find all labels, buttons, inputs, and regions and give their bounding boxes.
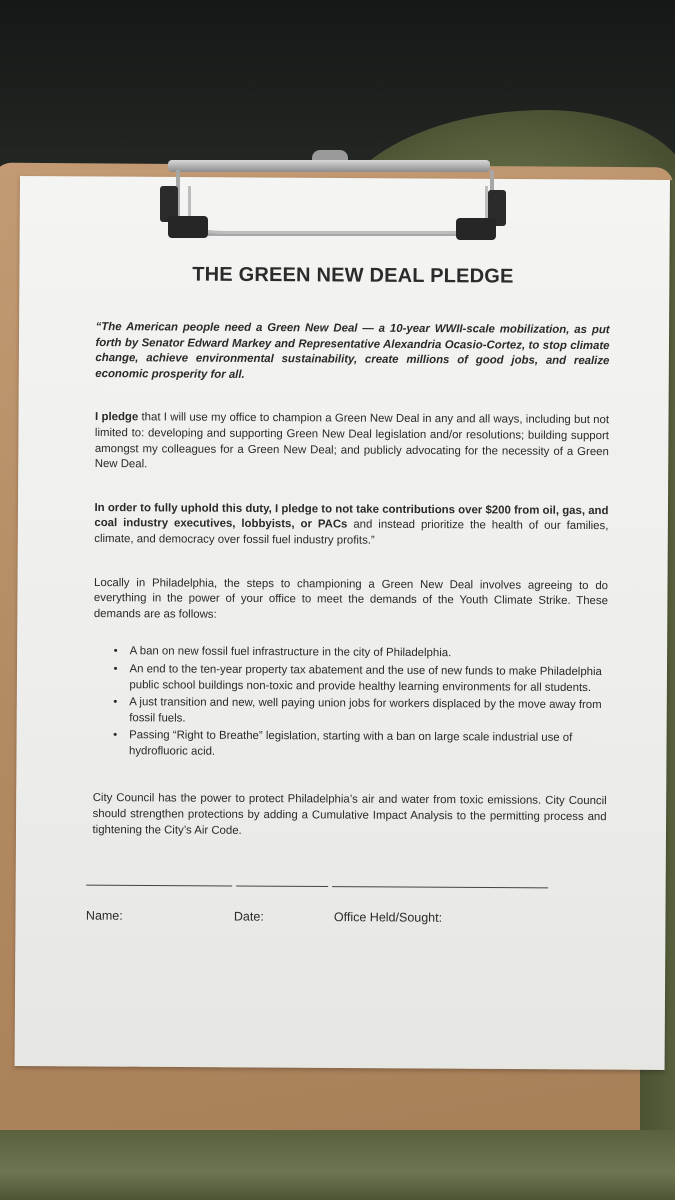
bullet: •	[113, 729, 118, 742]
document-title: THE GREEN NEW DEAL PLEDGE	[192, 263, 514, 288]
council-paragraph: City Council has the power to protect Philadelphia’s air and water from toxic emissions. City Council should strengthen protections by adding a Cumulative Impact Analysis to the permitting process and tightening the City’s Air Code.	[92, 792, 607, 837]
date-line	[236, 885, 328, 887]
bullet: •	[113, 696, 118, 709]
clip-foot-left	[168, 216, 208, 238]
signature-area	[86, 885, 556, 928]
pledge-paragraph	[95, 410, 609, 476]
name-line	[86, 885, 232, 887]
demand-text: Passing “Right to Breathe” legislation, starting with a ban on large scale industrial use of hydrofluoric acid.	[128, 729, 573, 758]
clip-foot-right	[456, 218, 496, 240]
pledge-content	[92, 262, 610, 841]
jacket-fabric-bottom	[0, 1130, 675, 1200]
demand-text: A ban on new fossil fuel infrastructure in the city of Philadelphia.	[129, 645, 452, 660]
list-item	[113, 695, 607, 729]
office-line	[332, 886, 548, 888]
duty-bold: In order to fully uphold this duty, I pledge to not take contributions over $200 from oil, gas, and coal industry executives, lobbyists, or PACs	[94, 501, 609, 531]
local-paragraph: Locally in Philadelphia, the steps to championing a Green New Deal involves agreeing to do everything in the power of your office to meet the demands of the Youth Climate Strike. These demands are as follows:	[93, 576, 609, 621]
date-label: Date:	[233, 909, 264, 924]
list-item	[113, 728, 607, 762]
pledge-text: that I will use my office to champion a Green New Deal in any and all ways, including but not limited to: developing and supporting Green New Deal legislation and/or resolutions; building support amongst my colleagues for a Green New Deal; and publicly advocating for the necessity of a Green New Deal.	[94, 411, 610, 471]
list-item	[113, 645, 608, 664]
demands-list	[93, 644, 608, 762]
duty-text: and instead prioritize the health of our families, climate, and democracy over fossil fuel industry profits.”	[94, 518, 609, 547]
quote-paragraph: “The American people need a Green New Deal — a 10-year WWII-scale mobilization, as put forth by Senator Edward Markey and Representative Alexandria Ocasio-Cortez, to stop climate change, achieve environmental sustainability, create millions of good jobs, and realize economic prosperity for all.	[95, 320, 610, 381]
bullet: •	[113, 663, 118, 676]
name-label: Name:	[85, 908, 123, 923]
demand-text: An end to the ten-year property tax abatement and the use of new funds to make Philadelphia public school buildings non-toxic and provide healthy learning environments for all students.	[129, 663, 602, 694]
duty-paragraph	[94, 501, 608, 551]
pledge-bold: I pledge	[95, 411, 139, 424]
office-label: Office Held/Sought:	[333, 910, 443, 925]
bullet: •	[113, 645, 118, 658]
clip-wire-inner	[188, 186, 488, 234]
demand-text: A just transition and new, well paying union jobs for workers displaced by the move away from fossil fuels.	[129, 696, 602, 725]
list-item	[113, 662, 607, 696]
